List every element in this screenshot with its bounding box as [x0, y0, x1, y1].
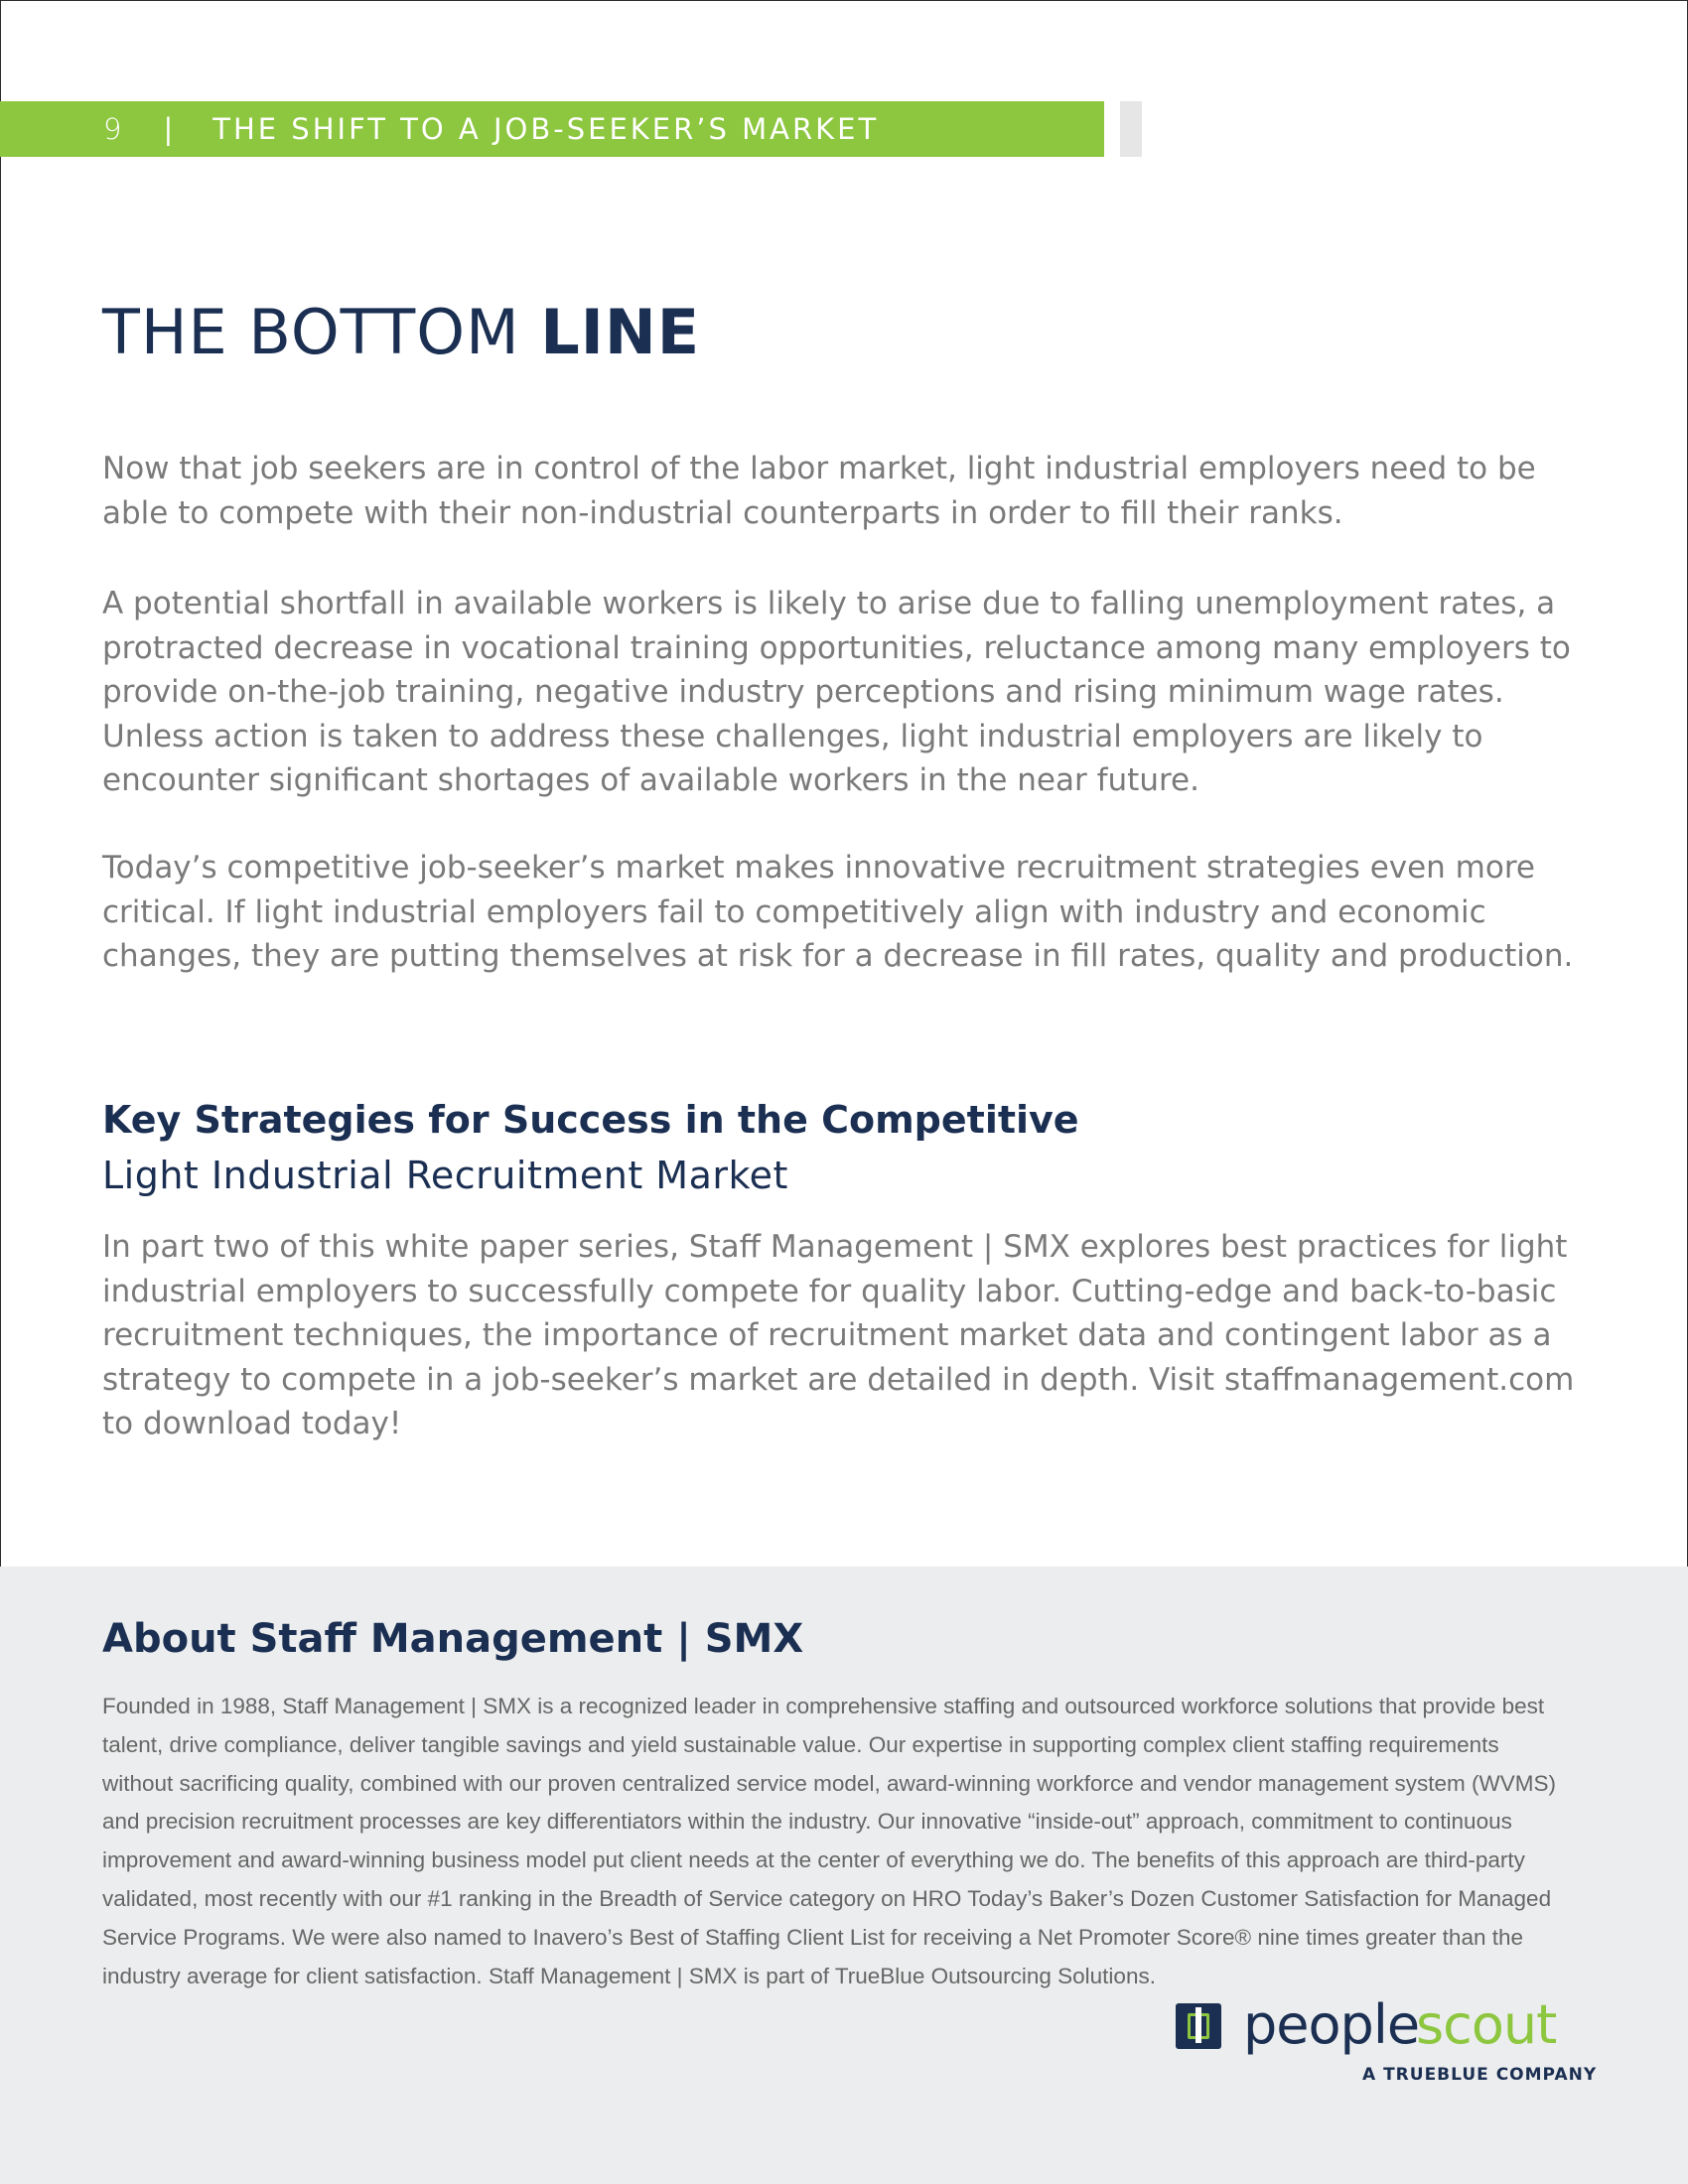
strategies-heading: Key Strategies for Success in the Competitive: [102, 1098, 1079, 1142]
page-number: 9: [103, 112, 124, 146]
header-separator: |: [163, 112, 174, 146]
logo-word-scout: scout: [1416, 1993, 1557, 2056]
header-tab-accent: [1120, 101, 1142, 157]
bottom-line-heading-bold: LINE: [540, 296, 701, 368]
about-paragraph: Founded in 1988, Staff Management | SMX is a recognized leader in comprehensive staffing and outsourced workforce solutions that provide best talent, drive compliance, deliver tangible savings and yield sustainable value. Our expertise in supporting complex client staffing requirements without sacrificing quality, combined with our proven centralized service model, award-winning workforce and vendor management system (WVMS) and precision recruitment processes are key differentiators within the industry. Our innovative “inside-out” approach, commitment to continuous improvement and award-winning business model put client needs at the center of everything we do. The benefits of this approach are third-party validated, most recently with our #1 ranking in the Breadth of Service category on HRO Today’s Baker’s Dozen Customer Satisfaction for Managed Service Programs. We were also named to Inavero’s Best of Staffing Client List for receiving a Net Promoter Score® nine times greater than the industry average for client satisfaction. Staff Management | SMX is part of TrueBlue Outsourcing Solutions.: [102, 1694, 1556, 1988]
bottom-line-paragraph-2: A potential shortfall in available workers is likely to arise due to falling unemployment rates, a protracted decrease in vocational training opportunities, reluctance among many employers to provide on-the-job training, negative industry perceptions and rising minimum wage rates. Unless action is taken to address these challenges, light industrial employers are likely to encounter significant shortages of available workers in the near future.: [102, 586, 1571, 798]
bottom-line-heading-light: THE BOTTOM: [102, 296, 541, 368]
strategies-paragraph: In part two of this white paper series, Staff Management | SMX explores best practices for light industrial employers to successfully compete for quality labor. Cutting-edge and back-to-basic recruitment techniques, the importance of recruitment market data and contingent labor as a strategy to compete in a job-seeker’s market are detailed in depth. Visit staffmanagement.com to download today!: [102, 1229, 1575, 1441]
about-heading: About Staff Management | SMX: [102, 1616, 804, 1662]
logo-tagline: A TRUEBLUE COMPANY: [1362, 2065, 1598, 2085]
section-header-bar: [0, 101, 1104, 157]
bottom-line-paragraph-3: Today’s competitive job-seeker’s market makes innovative recruitment strategies even more critical. If light industrial employers fail to competitively align with industry and economic changes, they are putting themselves at risk for a decrease in fill rates, quality and production.: [102, 850, 1574, 974]
bottom-line-heading: [102, 296, 700, 368]
strategies-subheading: Light Industrial Recruitment Market: [102, 1154, 788, 1197]
peoplescout-logo: [1176, 1993, 1598, 2113]
bottom-line-paragraph-1: Now that job seekers are in control of the labor market, light industrial employers need to be able to compete with their non-industrial counterparts in order to fill their ranks.: [102, 451, 1536, 531]
peoplescout-logo-icon: [1176, 2003, 1221, 2049]
section-title: THE SHIFT TO A JOB-SEEKER’S MARKET: [212, 112, 880, 146]
logo-word-people: people: [1243, 1993, 1420, 2056]
